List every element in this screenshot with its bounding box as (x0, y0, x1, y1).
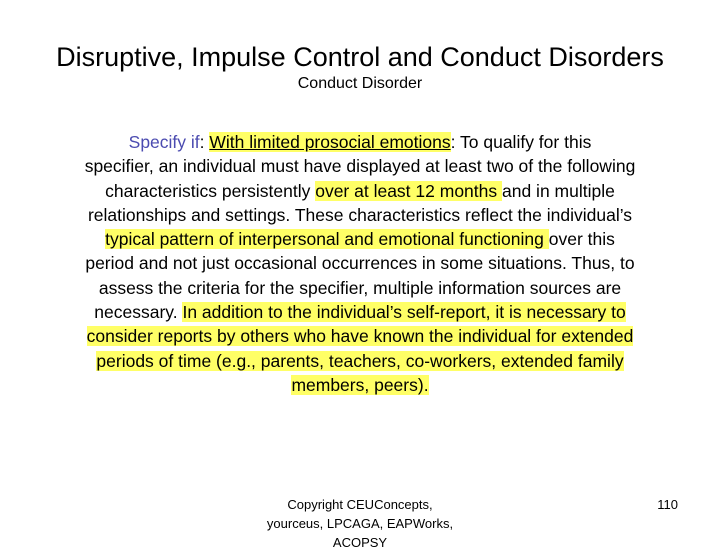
body-line (40, 227, 680, 251)
body-line (40, 179, 680, 203)
highlighted-text: over at least 12 months (315, 180, 502, 201)
highlighted-text: members, peers). (291, 374, 429, 395)
body-text-segment: : To qualify for this (450, 132, 592, 152)
footer-line: yourceus, LPCAGA, EAPWorks, (266, 516, 454, 531)
body-text-segment: and in multiple (502, 180, 615, 201)
specifier-name: With limited prosocial emotions (209, 132, 451, 152)
colon: : (199, 132, 205, 152)
highlighted-text: consider reports by others who have known the individual for extended (86, 326, 634, 347)
body-line (40, 349, 680, 373)
body-line: period and not just occasional occurrences in some situations. Thus, to (85, 253, 635, 274)
footer-line: ACOPSY (332, 535, 388, 550)
body-line (40, 300, 680, 324)
page-number: 110 (657, 497, 678, 512)
body-line: specifier, an individual must have displayed at least two of the following (84, 156, 636, 177)
highlighted-text: In addition to the individual’s self-report, it is necessary to (182, 302, 626, 323)
slide-title: Disruptive, Impulse Control and Conduct Disorders (56, 42, 664, 72)
body-text-segment: necessary. (94, 302, 183, 323)
body-text-segment: over this (548, 229, 615, 250)
slide-body-text (40, 130, 680, 397)
footer-line: Copyright CEUConcepts, (287, 497, 433, 512)
highlighted-text: periods of time (e.g., parents, teachers, co-workers, extended family (96, 350, 624, 371)
slide-subtitle: Conduct Disorder (297, 75, 423, 92)
body-line (40, 373, 680, 397)
body-line (40, 324, 680, 348)
body-text-segment: characteristics persistently (105, 180, 316, 201)
copyright-footer (240, 495, 480, 550)
highlighted-text: typical pattern of interpersonal and emotional functioning (105, 229, 549, 250)
body-line (40, 130, 680, 154)
body-line: assess the criteria for the specifier, multiple information sources are (98, 277, 622, 298)
specify-label: Specify if (128, 132, 200, 152)
body-line: relationships and settings. These characteristics reflect the individual’s (87, 204, 633, 225)
